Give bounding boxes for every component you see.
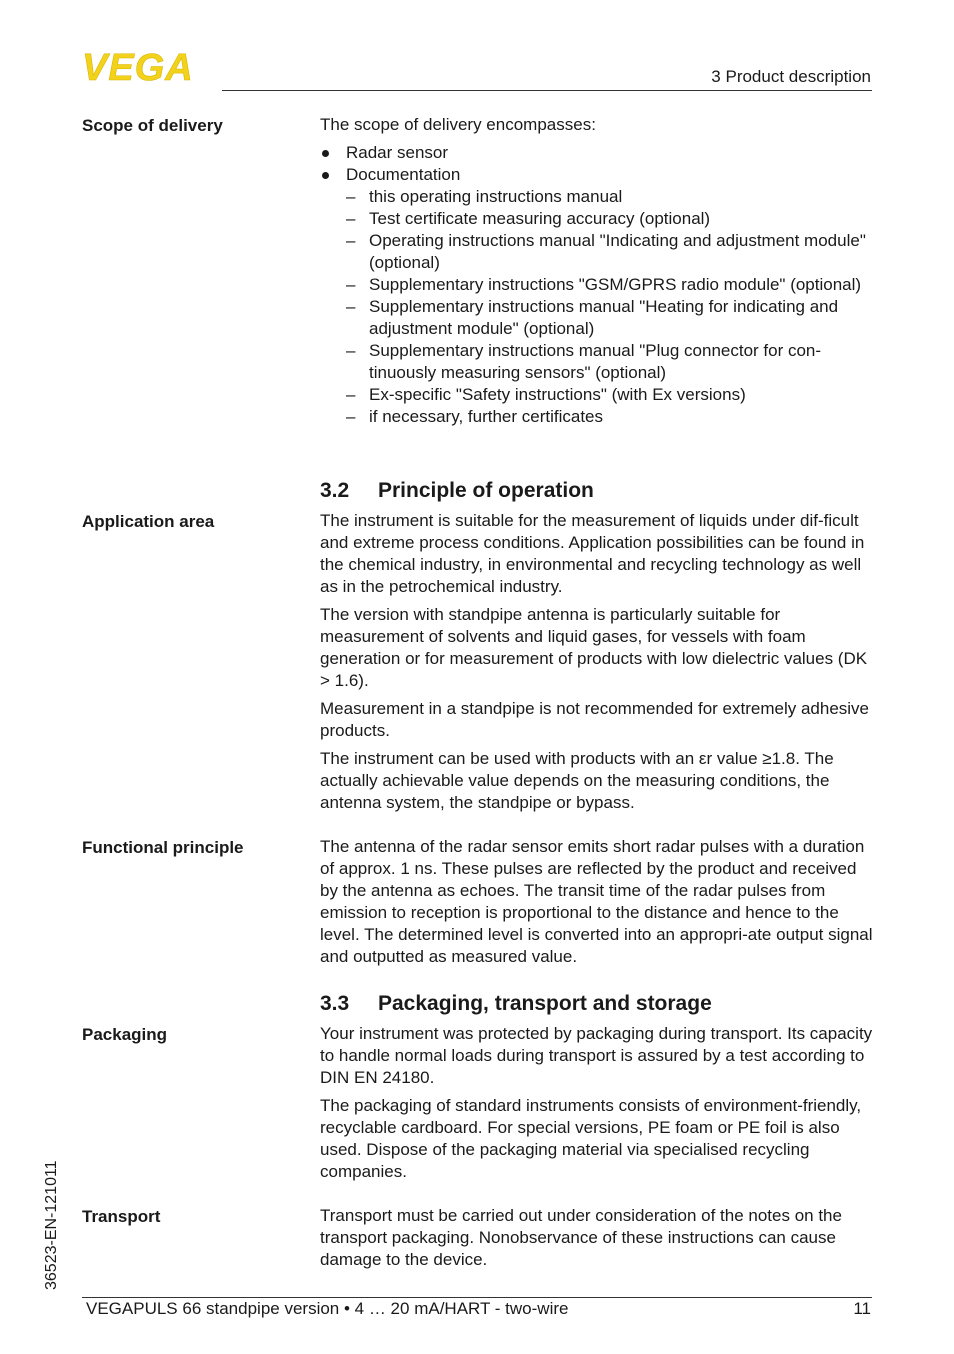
paragraph: The antenna of the radar sensor emits short radar pulses with a duration of approx. 1 ns. These pulses are reflected by the product and received by the antenna as echoes. The transit time of the radar pulses from emission to reception is proportional to the distance and hence to the level. The determined level is converted into an appropri-ate output signal and outputted as measured value. [320, 837, 873, 966]
functional-principle-content [320, 836, 876, 968]
doc-item: – if necessary, further certificates [346, 407, 603, 426]
application-area-content [320, 510, 876, 814]
header-rule [222, 90, 872, 91]
bullet-icon [322, 150, 329, 157]
doc-item: – Supplementary instructions manual "Plug connector for con-tinuously measuring sensors" (optional) [346, 341, 822, 382]
doc-item: – Ex-specific "Safety instructions" (with Ex versions) [346, 385, 746, 404]
vega-logo [82, 50, 212, 84]
scope-content [320, 114, 876, 428]
doc-item: – Operating instructions manual "Indicating and adjustment module" (optional) [346, 231, 866, 272]
label-transport: Transport [82, 1207, 161, 1226]
bullet-item: Radar sensor [320, 142, 876, 164]
paragraph: Your instrument was protected by packaging during transport. Its capacity to handle normal loads during transport is assured by a test according to DIN EN 24180. [320, 1024, 873, 1087]
paragraph: Transport must be carried out under consideration of the notes on the transport packaging. Nonobservance of these instructions can cause damage to the device. [320, 1206, 842, 1269]
footer-product-title: VEGAPULS 66 standpipe version • 4 … 20 mA/HART - two-wire [86, 1299, 569, 1318]
document-number: 36523-EN-121011 [43, 1160, 60, 1290]
label-packaging: Packaging [82, 1025, 168, 1044]
header-section-title: 3 Product description [711, 67, 871, 86]
paragraph: The packaging of standard instruments consists of environment-friendly, recyclable cardboard. For special versions, PE foam or PE foil is also used. Dispose of the packaging material via specialised recycling companies. [320, 1096, 862, 1181]
vega-logo-text: VEGA [82, 50, 194, 84]
transport-content [320, 1205, 876, 1271]
paragraph: The instrument can be used with products with an εr value ≥1.8. The actually achievable value depends on the measuring conditions, the antenna system, the standpipe or bypass. [320, 749, 834, 812]
packaging-content [320, 1023, 876, 1183]
heading-3-2: 3.2 Principle of operation [320, 479, 594, 502]
footer-rule [82, 1297, 872, 1298]
doc-item: – this operating instructions manual [346, 187, 623, 206]
label-application-area: Application area [82, 512, 215, 531]
page-number: 11 [853, 1299, 871, 1318]
doc-item: – Test certificate measuring accuracy (optional) [346, 209, 711, 228]
label-scope-of-delivery: Scope of delivery [82, 116, 223, 135]
bullet-item: Documentation – this operating instructions manual – Test certificate measuring accuracy (optional) – Operating instructions manual "Indicating and adjustment module" (optional) – Supplementary instructions "GSM/GPRS radio module" (optional) – Supplementary instructions manual "Heating for indicating and adjustment module" (optional) – Supplementary instructions manual "Plug connector for con-tinuously measuring sensors" (optional) – Ex-specific "Safety instructions" (with Ex versions) – if necessary, further certificates [320, 164, 876, 428]
paragraph: The version with standpipe antenna is particularly suitable for measurement of solvents and liquid gases, for vessels with foam generation or for measurement of products with low dielectric values (DK > 1.6). [320, 605, 868, 690]
label-functional-principle: Functional principle [82, 838, 244, 857]
paragraph: The instrument is suitable for the measurement of liquids under dif-ficult and extreme process conditions. Application possibilities can be found in the chemical industry, in environmental and recycling technology as well as in the petrochemical industry. [320, 511, 865, 596]
bullet-icon [322, 172, 329, 179]
paragraph: Measurement in a standpipe is not recommended for extremely adhesive products. [320, 699, 870, 740]
doc-item: – Supplementary instructions "GSM/GPRS radio module" (optional) [346, 275, 862, 294]
documentation-list [320, 186, 876, 428]
heading-3-3: 3.3 Packaging, transport and storage [320, 992, 712, 1015]
doc-item: – Supplementary instructions manual "Heating for indicating and adjustment module" (optional) [346, 297, 839, 338]
scope-intro: The scope of delivery encompasses: [320, 115, 596, 134]
scope-bullet-list [320, 142, 876, 428]
